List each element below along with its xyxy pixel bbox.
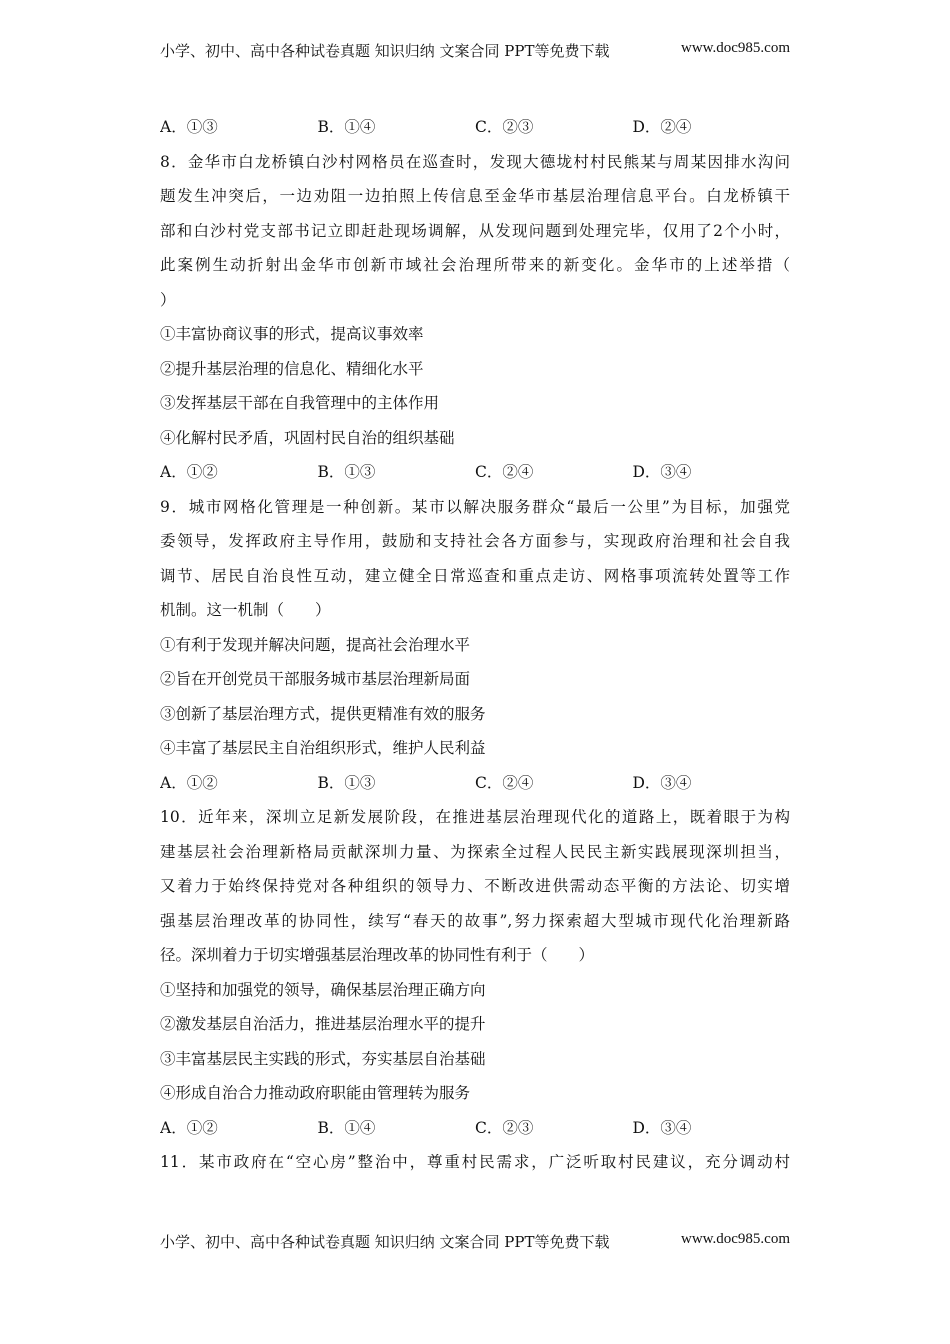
q9-item: ④丰富了基层民主自治组织形式，维护人民利益	[160, 739, 486, 757]
q8-item: ④化解村民矛盾，巩固村民自治的组织基础	[160, 428, 455, 447]
q10-stem-line: 径。深圳着力于切实增强基层治理改革的协同性有利于（ ）	[160, 946, 595, 964]
q8-option-d: D．③④	[632, 463, 692, 481]
q8-option-a: A．①②	[160, 463, 218, 481]
q10-item: ③丰富基层民主实践的形式，夯实基层自治基础	[160, 1049, 486, 1068]
q9-option-a: A．①②	[160, 773, 218, 792]
q10-stem-line: 强基层治理改革的协同性，续写“春天的故事”,努力探索超大型城市现代化治理新路	[160, 911, 790, 930]
q9-stem-line: 委领导，发挥政府主导作用，鼓励和支持社会各方面参与，实现政府治理和社会自我	[160, 532, 790, 550]
q10-item: ④形成自治合力推动政府职能由管理转为服务	[160, 1084, 471, 1102]
q8-stem-line: 此案例生动折射出金华市创新市域社会治理所带来的新变化。金华市的上述举措（	[160, 256, 790, 274]
header-url: www.doc985.com	[680, 40, 790, 56]
q10-option-a: A．①②	[160, 1118, 218, 1137]
q8-option-c: C．②④	[475, 463, 534, 481]
q9-stem-line: 机制。这一机制（ ）	[160, 601, 331, 619]
q8-stem-line: 部和白沙村党支部书记立即赶赴现场调解，从发现问题到处理完毕，仅用了2个小时，	[160, 221, 790, 240]
q9-options	[160, 772, 790, 807]
header-text: 小学、初中、高中各种试卷真题 知识归纳 文案合同 PPT等免费下载	[160, 42, 610, 60]
q7-option-d: D．②④	[632, 118, 692, 136]
q9-option-d: D．③④	[632, 773, 692, 792]
page-footer	[160, 1231, 790, 1252]
q9-option-c: C．②④	[475, 773, 534, 792]
q8-stem-line: 8．金华市白龙桥镇白沙村网格员在巡查时，发现大德垅村村民熊某与周某因排水沟问	[160, 152, 790, 171]
q10-item: ①坚持和加强党的领导，确保基层治理正确方向	[160, 980, 486, 999]
q8-stem-line: ）	[160, 290, 176, 309]
q8-item: ②提升基层治理的信息化、精细化水平	[160, 359, 424, 378]
q10-option-c: C．②③	[475, 1118, 534, 1137]
q7-option-a: A．①③	[160, 118, 218, 136]
page-header	[160, 40, 790, 61]
q10-options	[160, 1117, 790, 1152]
q9-item: ③创新了基层治理方式，提供更精准有效的服务	[160, 704, 486, 723]
q10-option-b: B．①④	[317, 1118, 376, 1137]
q10-item: ②激发基层自治活力，推进基层治理水平的提升	[160, 1015, 486, 1033]
q9-item: ①有利于发现并解决问题，提高社会治理水平	[160, 635, 471, 654]
q9-option-b: B．①③	[317, 773, 376, 792]
q7-options	[160, 116, 790, 151]
q8-option-b: B．①③	[317, 463, 376, 481]
footer-url: www.doc985.com	[680, 1231, 790, 1247]
q10-stem-line: 建基层社会治理新格局贡献深圳力量、为探索全过程人民民主新实践展现深圳担当，	[160, 842, 790, 861]
document-body	[160, 116, 790, 1186]
q11-stem-line: 11．某市政府在“空心房”整治中，尊重村民需求，广泛听取村民建议，充分调动村	[160, 1153, 790, 1171]
q9-stem-line: 调节、居民自治良性互动，建立健全日常巡查和重点走访、网格事项流转处置等工作	[160, 566, 790, 585]
q8-stem-line: 题发生冲突后，一边劝阻一边拍照上传信息至金华市基层治理信息平台。白龙桥镇干	[160, 187, 790, 205]
q8-options	[160, 461, 790, 496]
q10-stem-line: 10．近年来，深圳立足新发展阶段，在推进基层治理现代化的道路上，既着眼于为构	[160, 808, 790, 826]
q10-stem-line: 又着力于始终保持党对各种组织的领导力、不断改进供需动态平衡的方法论、切实增	[160, 877, 790, 895]
q7-option-c: C．②③	[475, 118, 534, 136]
q10-option-d: D．③④	[632, 1118, 692, 1137]
footer-text: 小学、初中、高中各种试卷真题 知识归纳 文案合同 PPT等免费下载	[160, 1233, 610, 1251]
q7-option-b: B．①④	[317, 118, 376, 136]
q9-stem-line: 9．城市网格化管理是一种创新。某市以解决服务群众“最后一公里”为目标，加强党	[160, 497, 790, 516]
q8-item: ③发挥基层干部在自我管理中的主体作用	[160, 394, 440, 412]
q8-item: ①丰富协商议事的形式，提高议事效率	[160, 325, 424, 343]
q9-item: ②旨在开创党员干部服务城市基层治理新局面	[160, 670, 471, 688]
